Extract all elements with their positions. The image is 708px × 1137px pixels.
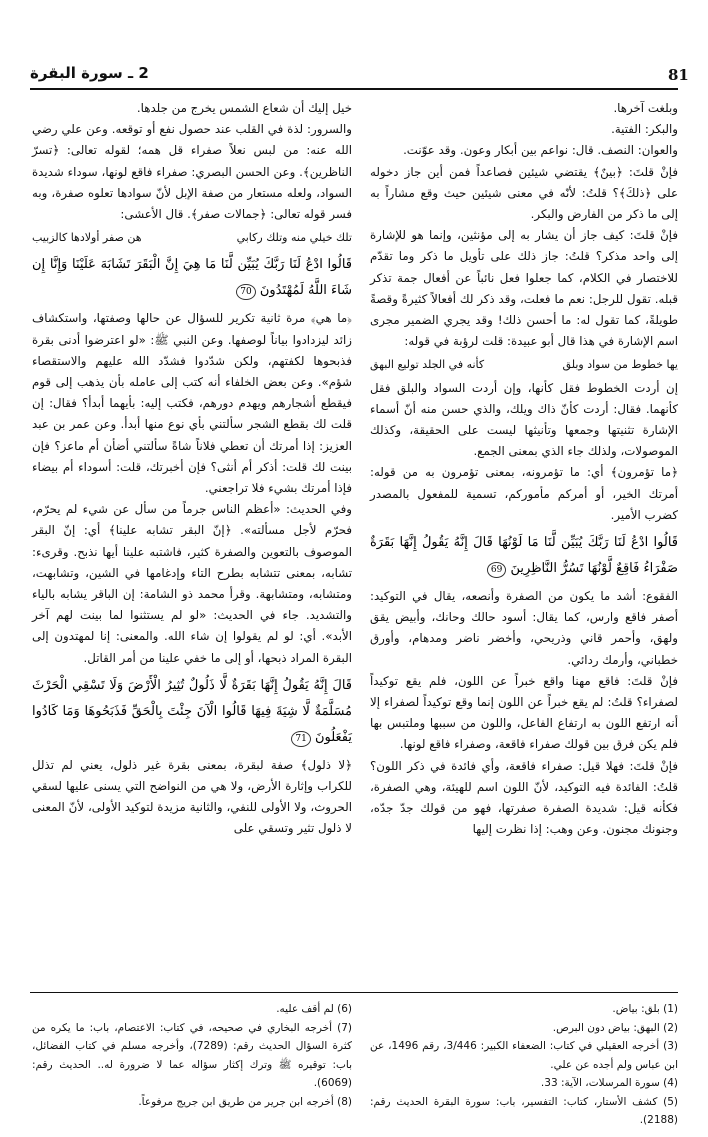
poem-line <box>32 227 352 248</box>
footnotes-left <box>32 1000 352 1111</box>
paragraph: إن أردت الخطوط فقل كأنها، وإن أردت السواد والبلق فقل كأنهما. فقال: أردت كأنّ ذاك ويلك، والذي حسن منه أنّ أسماء الإشارة تثنيتها وجمعها وتأنيثها ليست على الحقيقة، وكذلك الموصولات، ولذلك جاء الذي بمعنى الجمع. <box>370 380 678 459</box>
paragraph: ﴿ما هي﴾ مرة ثانية تكرير للسؤال عن حالها وصفتها، واستكشاف زائد ليزدادوا بياناً لوصفها. وعن النبي ﷺ: «لو اعترضوا أدنى بقرة فذبحوها لكفتهم، ولكن شدّدوا فشدّد الله عليهم والاستقصاء شؤم». وعن بعض الخلفاء أنه كتب إلى عامله بأن يذهب إلى قوم فيقطع أشجارهم ويهدم دورهم، فكتب إليه: بأيهما أبدأ؟ فقال: إن قلت لك بقطع الشجر سألتني بأي نوع منها أبدأ. وعن عمر بن عبد العزيز: إذا أمرتك أن تعطي فلاناً شاةً سألتني أضأن أم ماعز؟ فإن بينت لك قلت: أذكر أم أنثى؟ فإن أخبرتك، قلت: أسوداء أم بيضاء فإذا أمرتك بشيء فلا تراجعني. <box>32 311 352 496</box>
footnotes-right <box>370 1000 678 1130</box>
right-column <box>370 98 678 841</box>
paragraph: فإنْ قلتَ: ﴿بينٌ﴾ يقتضي شيئين فصاعداً فمن أين جاز دخوله على ﴿ذلكَ﴾؟ قلتُ: لأنّه في معنى شيئين حيث وقع مشاراً به إلى ما ذكر من الفارض والبكر. <box>370 164 678 222</box>
poem-line <box>370 354 678 375</box>
paragraph: خيل إليك أن شعاع الشمس يخرج من جلدها. <box>136 101 352 115</box>
footnote: (8) أخرجه ابن جرير من طريق ابن جريج مرفوعاً. <box>138 1095 352 1108</box>
ayah-number: 71 <box>291 731 310 747</box>
paragraph: ﴿لا ذلول﴾ صفة لبقرة، بمعنى بقرة غير ذلول، يعني لم تذلل للكراب وإثارة الأرض، ولا هي من النواضح التي يسنى عليها لسقي الحروث، ولا الأولى للنفي، والثانية مزيدة لتوكيد الأولى، لأنّ المعنى لا ذلول تثير وتسقي على <box>32 757 352 836</box>
paragraph: الفقوع: أشد ما يكون من الصفرة وأنصعه، يقال في التوكيد: أصفر فاقع وارس، كما يقال: أسود حالك وحانك، وأبيض يقق ولهق، وأحمر قاني وذريحي، وأخضر ناضر ومدهام، وأورق خطباني، وأرمك ردائي. <box>370 589 678 667</box>
footnote: (7) أخرجه البخاري في صحيحه، في كتاب: الاعتصام، باب: ما يكره من كثرة السؤال الحديث رقم: (7289)، وأخرجه مسلم في كتاب الفضائل، باب: توقيره ﷺ وترك إكثار سؤاله عما لا ضرورة له.. الحديث رقم: (6069). <box>32 1021 352 1089</box>
paragraph: وبلغت آخرها. <box>613 101 678 115</box>
paragraph: فإنْ قلتَ: فاقع مهنا واقع خبراً عن اللون، فلم يقع توكيداً لصفراء؟ قلتُ: لم يقع خبراً عن اللون إنما وقع توكيداً لصفراء إلا أنه ارتفع اللون به ارتفاع الفاعل، واللون من سببها وملتبس بها فلم يكن فرق بين قولك صفراء فاقعة، وصفراء فاقع لونها. <box>370 673 678 752</box>
poem-hemistich: تلك خيلي منه وتلك ركابي <box>236 231 352 245</box>
paragraph: وفي الحديث: «أعظم الناس جرماً من سأل عن شيء لم يحرّم، فحرّم لأجل مسألته». ﴿إنّ البقر تشابه علينا﴾ أي: إنّ البقر الموصوف بالتعوين والصفرة كثير، فاشتبه علينا أيها نذبح. وقرىء: تشابه، بمعنى تتشابه بطرح التاء وإدغامها في الشين، وتشابهت، ومتشابه، ومتشابهة. وقرأ محمد ذو الشامة: إن الباقر يشابه بالياء والتشديد. جاء في الحديث: «لو لم يستثنوا لما بينت لهم آخر الأبد». أي: لو لم يقولوا إن شاء الله. والمعنى: إنا لمهتدون إلى البقرة المراد ذبحها، أو إلى ما خفي علينا من أمر القاتل. <box>32 502 352 665</box>
verse-text: قَالَ إِنَّهُ يَقُولُ إِنَّهَا بَقَرَةٌ لَّا ذَلُولٌ تُثِيرُ الْأَرْضَ وَلَا تَسْقِي الْحَرْثَ مُسَلَّمَةٌ لَّا شِيَةَ فِيهَا قَالُوا الْآنَ جِئْتَ بِالْحَقِّ فَذَبَحُوهَا وَمَا كَادُوا يَفْعَلُونَ <box>32 677 352 745</box>
page-number: 81 <box>668 66 689 84</box>
footnote: (2) البهق: بياض دون البرص. <box>552 1021 678 1034</box>
footnote: (4) سورة المرسلات، الآية: 33. <box>540 1077 678 1089</box>
quran-verse <box>32 673 352 751</box>
verse-text: قَالُوا ادْعُ لَنَا رَبَّكَ يُبَيِّن لَّنَا مَا هِيَ إِنَّ الْبَقَرَ تَشَابَهَ عَلَيْنَا وَإِنَّا إِن شَاءَ اللَّهُ لَمُهْتَدُونَ <box>32 257 352 299</box>
surah-title: 2 ـ سورة البقرة <box>30 64 149 82</box>
quran-verse <box>32 252 352 304</box>
ayah-number: 69 <box>487 562 506 578</box>
footnote: (6) لم أقف عليه. <box>276 1003 352 1015</box>
header-rule <box>30 88 678 90</box>
paragraph: والسرور: لذة في القلب عند حصول نفع أو توقعه. وعن علي رضي الله عنه: من لبس نعلاً صفراء قل همه؛ لقوله تعالى: ﴿تسرّ الناظرين﴾. وعن الحسن البصري: صفراء فاقع لونها، سوداء شديدة السواد، ولعله مستعار من صفة الإبل لأنّ سوادها تعلوه صفرة، وبه فسر قوله تعالى: ﴿جمالات صفر﴾. قال الأعشى: <box>32 122 352 222</box>
footnote: (1) بلق: بياض. <box>612 1003 678 1015</box>
paragraph: والعوان: النصف. قال: نواعم بين أبكار وعون. وقد عوّنت. <box>403 143 678 158</box>
footnote: (3) أخرجه العقيلي في كتاب: الضعفاء الكبير: 3/446، رقم 1496، عن ابن عباس ولم أجده عن علي. <box>370 1040 678 1071</box>
verse-text: قَالُوا ادْعُ لَنَا رَبَّكَ يُبَيِّن لَّنَا مَا لَوْنُهَا قَالَ إِنَّهُ يَقُولُ إِنَّهَا بَقَرَةٌ صَفْرَاءُ فَاقِعٌ لَّوْنُهَا تَسُرُّ النَّاظِرِينَ <box>370 535 678 577</box>
paragraph: فإنْ قلتَ: كيف جاز أن يشار به إلى مؤنثين، وإنما هو للإشارة إلى واحد مذكر؟ قلتُ: جاز ذلك على تأويل ما ذكر وما تقدّم للاختصار في الكلام، كما جعلوا فعل نائباً عن أفعال جمة تذكر قبله. تقول للرجل: نعم ما فعلت، وقد ذكر لك أفعالاً كثيرةً وقصةً طويلةً، كما تقول له: ما أحسن ذلك! وقد يجري الضمير مجرى اسم الإشارة في هذا قال أبو عبيدة: قلت لرؤبة في قوله: <box>370 228 678 349</box>
poem-hemistich: هن صفر أولادها كالزبيب <box>32 231 142 245</box>
ayah-number: 70 <box>236 284 255 300</box>
footnote-rule <box>30 992 678 993</box>
poem-hemistich: كأنه في الجلد توليع البهق <box>370 358 485 372</box>
paragraph: والبكر: الفتية. <box>611 122 678 137</box>
poem-hemistich: يها خطوط من سواد وبلق <box>562 358 678 372</box>
paragraph: فإنْ قلتَ: فهلا قيل: صفراء فاقعة، وأي فائدة في ذكر اللون؟ قلتُ: الفائدة فيه التوكيد، لأنّ اللون اسم للهيئة، وهي الصفرة، فكأنه قيل: شديدة الصفرة صفرتها، فهو من قولك جدّ جدّه، وجنونك مجنون. وعن وهب: إذا نظرت إليها <box>370 758 678 837</box>
left-column <box>32 98 352 840</box>
paragraph: ﴿ما تؤمرون﴾ أي: ما تؤمرونه، بمعنى تؤمرون به من قوله: أمرتك الخير، أو أمركم مأموركم، تسمية للمفعول بالمصدر كضرب الأمير. <box>370 465 678 522</box>
quran-verse <box>370 530 678 582</box>
footnote: (5) كشف الأستار، كتاب: التفسير، باب: سورة البقرة الحديث رقم: (2188). <box>370 1095 678 1126</box>
